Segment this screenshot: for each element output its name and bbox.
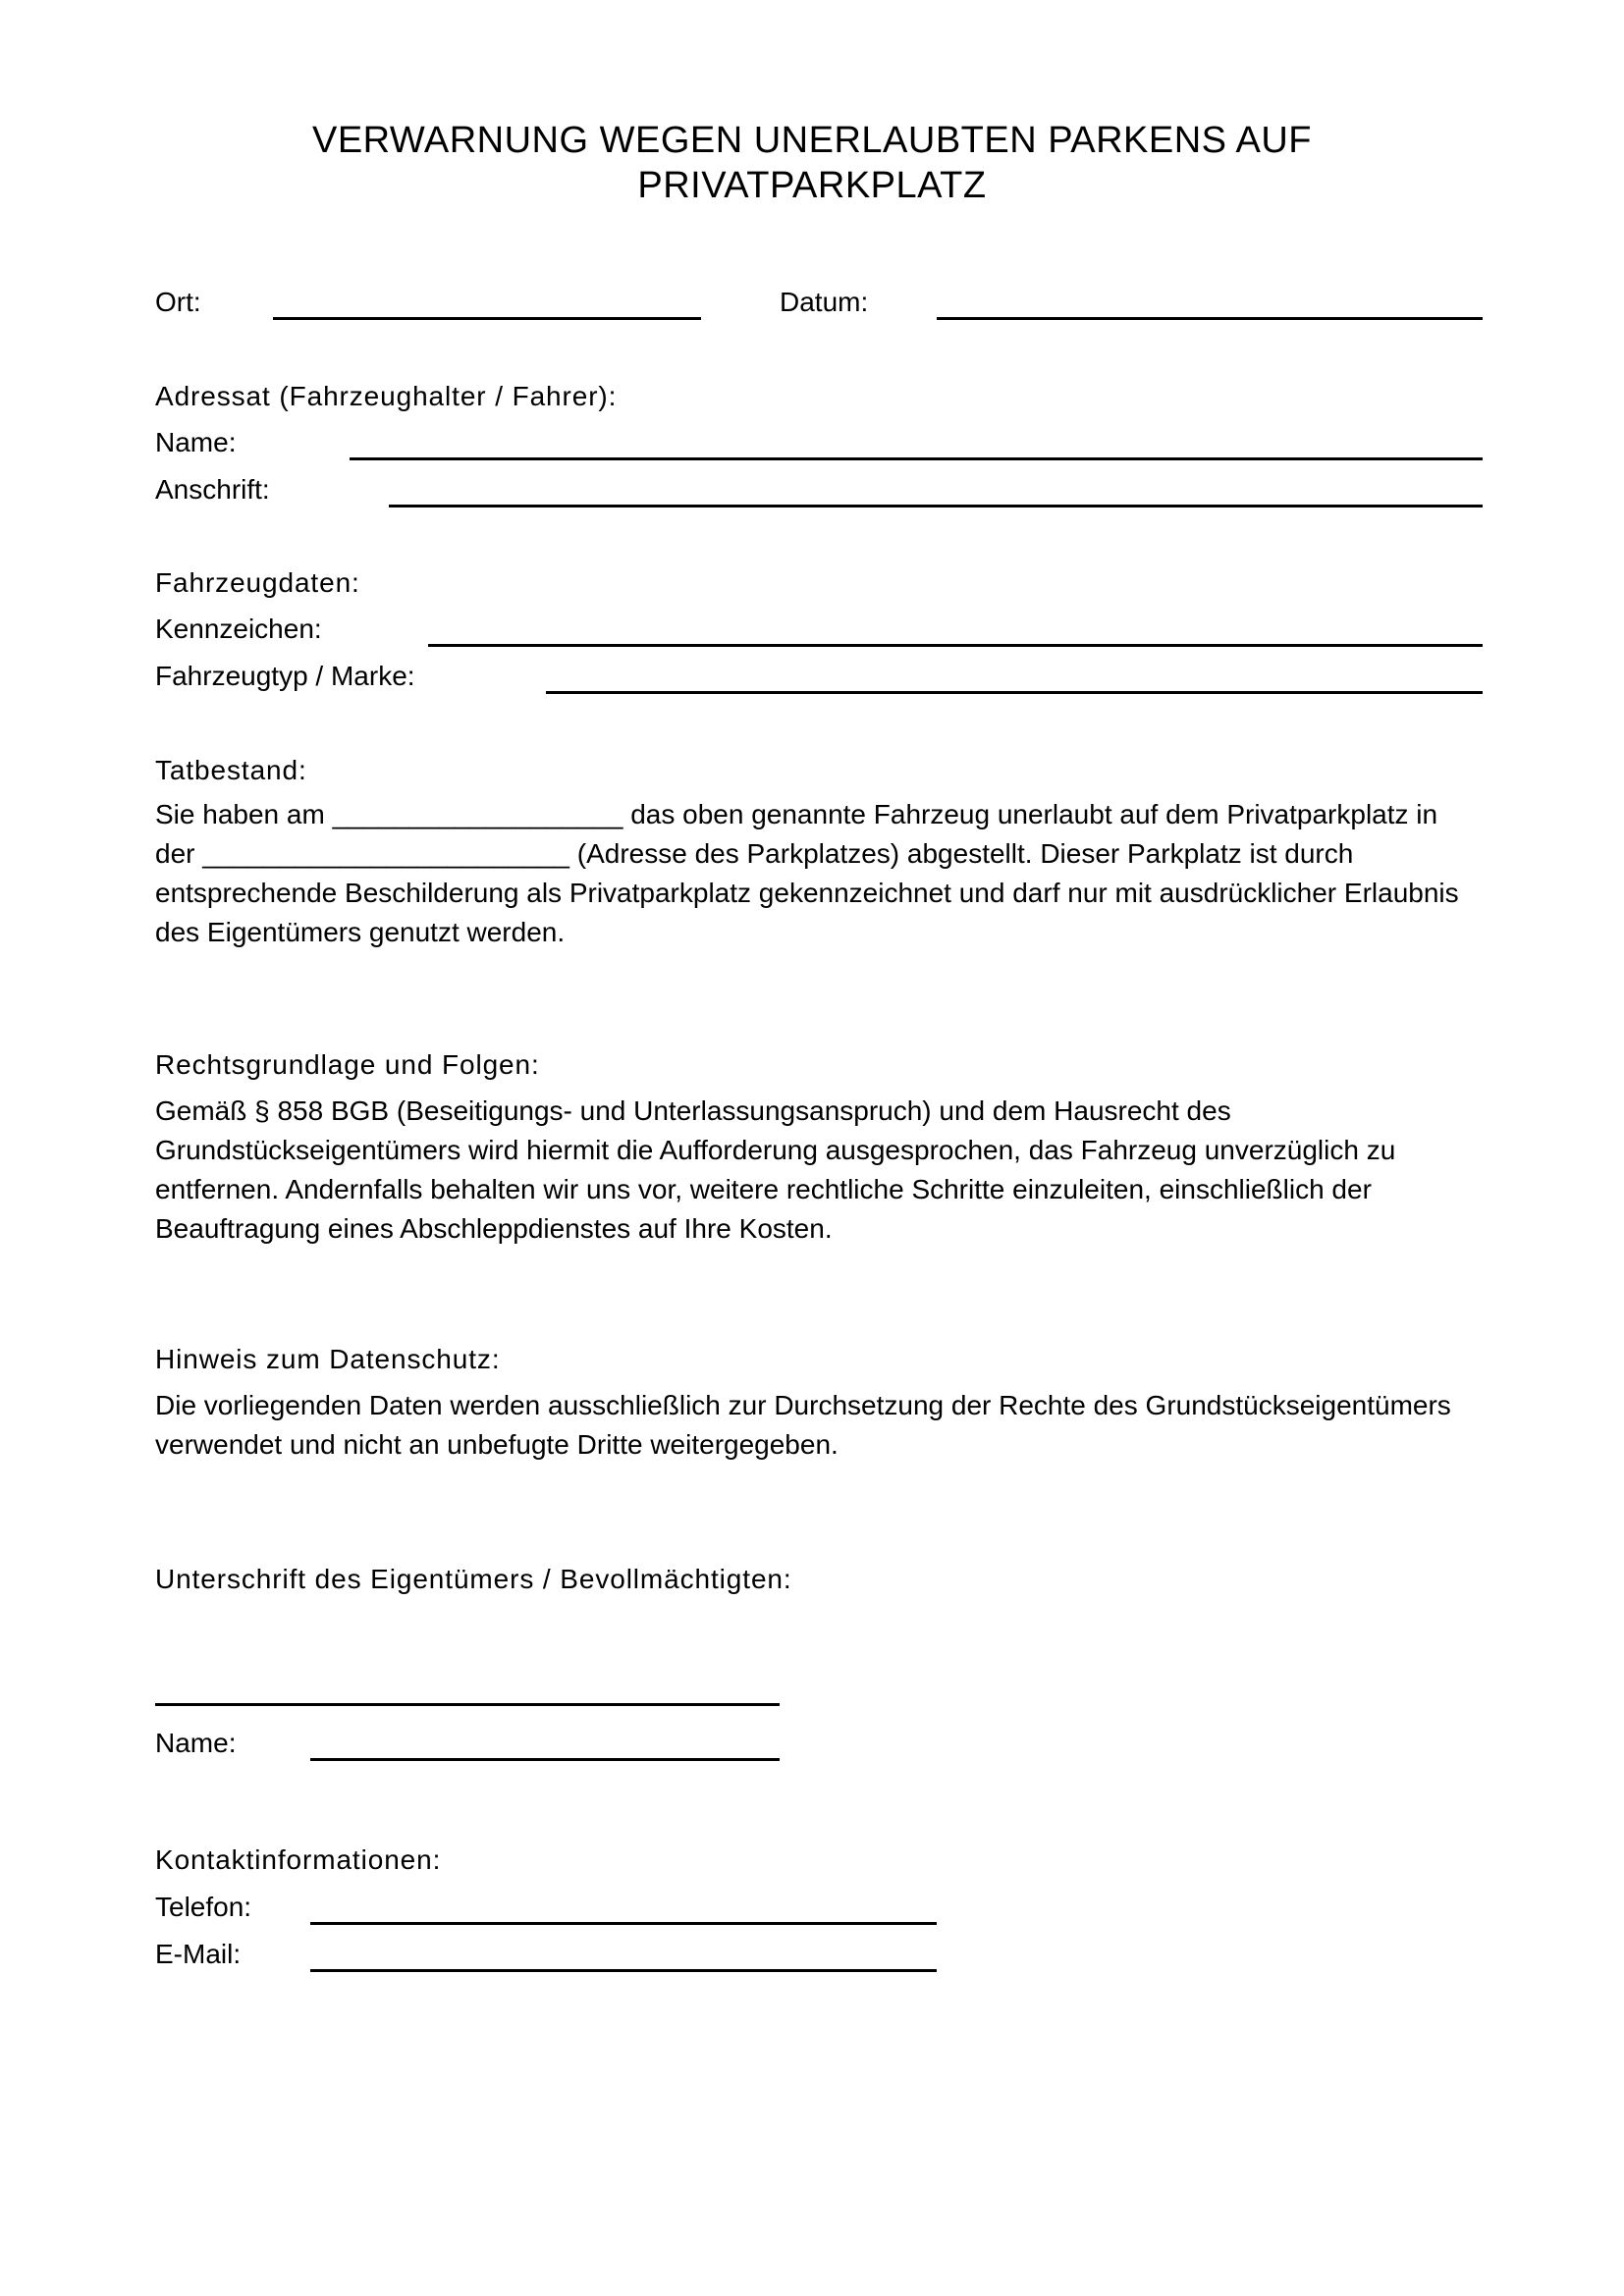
ort-field[interactable] xyxy=(273,317,701,320)
telefon-field[interactable] xyxy=(310,1922,937,1925)
tatbestand-line: des Eigentümers genutzt werden. xyxy=(155,917,566,947)
fahrzeug-heading: Fahrzeugdaten: xyxy=(155,567,360,598)
unterschrift-name-label: Name: xyxy=(155,1728,237,1758)
fahrzeugtyp-label: Fahrzeugtyp / Marke: xyxy=(155,661,415,691)
signature-field[interactable] xyxy=(155,1703,780,1706)
rechtsgrundlage-heading: Rechtsgrundlage und Folgen: xyxy=(155,1049,540,1080)
adressat-heading: Adressat (Fahrzeughalter / Fahrer): xyxy=(155,381,618,411)
telefon-label: Telefon: xyxy=(155,1892,252,1922)
datum-label: Datum: xyxy=(780,287,869,317)
anschrift-label: Anschrift: xyxy=(155,474,270,505)
kennzeichen-label: Kennzeichen: xyxy=(155,614,322,644)
tatbestand-line: der ________________________ (Adresse des Parkplatzes) abgestellt. Dieser Parkplatz ist durch xyxy=(155,838,1354,869)
adressat-name-label: Name: xyxy=(155,427,237,457)
tatbestand-line: entsprechende Beschilderung als Privatparkplatz gekennzeichnet und darf nur mit ausdrücklicher Erlaubnis xyxy=(155,878,1459,908)
rechtsgrundlage-text xyxy=(155,1092,1481,1249)
rechtsgrundlage-line: Gemäß § 858 BGB (Beseitigungs- und Unterlassungsanspruch) und dem Hausrecht des xyxy=(155,1095,1231,1126)
datenschutz-heading: Hinweis zum Datenschutz: xyxy=(155,1344,501,1374)
datum-field[interactable] xyxy=(937,317,1483,320)
unterschrift-heading: Unterschrift des Eigentümers / Bevollmächtigten: xyxy=(155,1564,792,1594)
datenschutz-line: Die vorliegenden Daten werden ausschließlich zur Durchsetzung der Rechte des Grundstückseigentümers xyxy=(155,1390,1451,1420)
unterschrift-name-field[interactable] xyxy=(310,1758,780,1761)
tatbestand-heading: Tatbestand: xyxy=(155,755,307,785)
kennzeichen-field[interactable] xyxy=(428,644,1483,647)
email-label: E-Mail: xyxy=(155,1939,242,1969)
email-field[interactable] xyxy=(310,1969,937,1972)
datenschutz-line: verwendet und nicht an unbefugte Dritte weitergegeben. xyxy=(155,1429,839,1460)
anschrift-field[interactable] xyxy=(389,505,1483,507)
tatbestand-text xyxy=(155,795,1481,952)
rechtsgrundlage-line: Grundstückseigentümers wird hiermit die Aufforderung ausgesprochen, das Fahrzeug unverzüglich zu xyxy=(155,1135,1396,1165)
kontakt-heading: Kontaktinformationen: xyxy=(155,1844,442,1875)
document-title xyxy=(0,118,1624,208)
adressat-name-field[interactable] xyxy=(350,457,1483,460)
datenschutz-text xyxy=(155,1386,1481,1465)
tatbestand-line: Sie haben am ___________________ das oben genannte Fahrzeug unerlaubt auf dem Privatparkplatz in xyxy=(155,799,1438,829)
title-line-2: PRIVATPARKPLATZ xyxy=(637,165,987,206)
rechtsgrundlage-line: entfernen. Andernfalls behalten wir uns vor, weitere rechtliche Schritte einzuleiten, einschließlich der xyxy=(155,1174,1372,1204)
title-line-1: VERWARNUNG WEGEN UNERLAUBTEN PARKENS AUF xyxy=(311,120,1312,161)
fahrzeugtyp-field[interactable] xyxy=(546,691,1483,694)
rechtsgrundlage-line: Beauftragung eines Abschleppdienstes auf Ihre Kosten. xyxy=(155,1213,833,1244)
ort-label: Ort: xyxy=(155,287,201,317)
